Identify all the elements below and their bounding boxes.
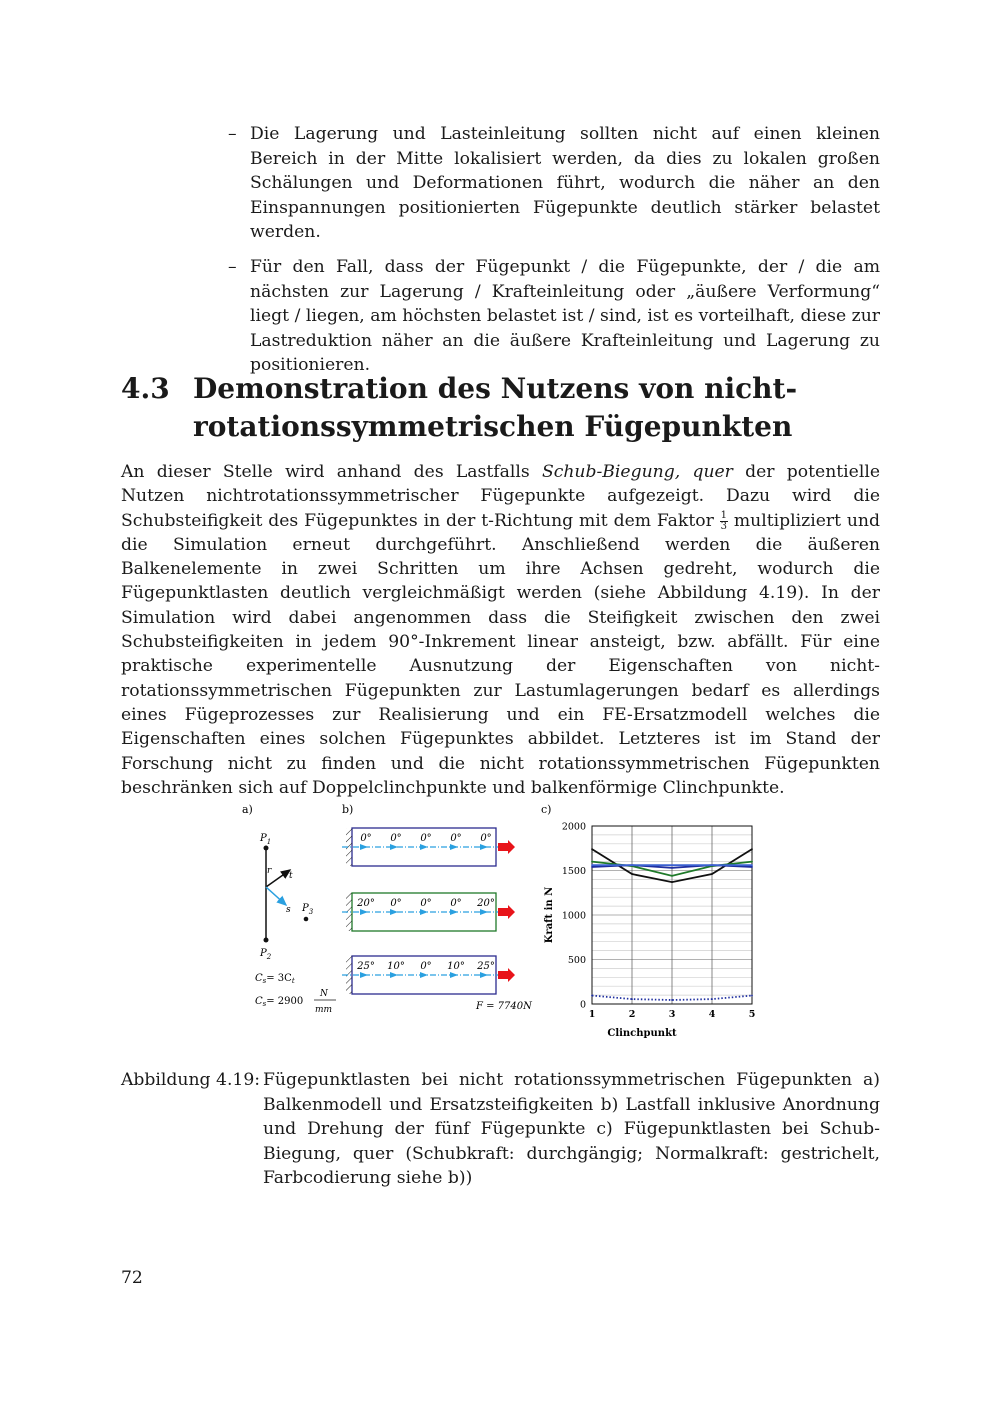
joint-marker xyxy=(390,909,398,915)
x-tick-label: 4 xyxy=(708,1009,716,1020)
paragraph-text-2: der potentielle Nutzen nichtrotationssymmetrischer Fügepunkte aufgezeigt. Dazu wird die Schubsteifigkeit des Fügepunktes in der t-Richtung mit dem Faktor xyxy=(121,462,880,531)
panel-b xyxy=(342,803,533,1012)
chart-xlabel: Clinchpunkt xyxy=(607,1028,677,1039)
beam-diagrams xyxy=(342,828,515,994)
data-point xyxy=(671,875,673,877)
panel-c-label: c) xyxy=(541,803,552,816)
force-label: F = 7740N xyxy=(476,1001,532,1012)
caption-text: Fügepunktlasten bei nicht rotationssymmetrischen Fügepunkten a) Balkenmodell und Ersatzsteifigkeiten b) Lastfall inklusive Anordnung und Drehung der fünf Fügepunkte c) Fügepunktlasten bei Schub-Biegung, quer (Schubkraft: durchgängig; Normalkraft: gestrichelt, Farbcodierung siehe b)) xyxy=(263,1070,880,1188)
force-arrow xyxy=(498,840,515,854)
section-title: Demonstration des Nutzens von nicht-rotationssymmetrischen Fügepunkten xyxy=(193,372,798,443)
y-tick-label: 1000 xyxy=(561,910,586,922)
joint-angle-label: 20° xyxy=(477,898,495,909)
joint-marker xyxy=(480,844,488,850)
bullet-text: Die Lagerung und Lasteinleitung sollten nicht auf einen kleinen Bereich in der Mitte lokalisiert werden, da dies zu lokalen großen Schälungen und Deformationen führt, wodurch die näher an den Einspannungen positionierten Fügepunkte deutlich stärker belastet werden. xyxy=(250,124,880,243)
chart-ylabel: Kraft in N xyxy=(544,886,555,944)
bullet-item xyxy=(228,122,880,245)
data-point xyxy=(711,998,713,1000)
equation-cs-2900: $C_s= 2900$ xyxy=(255,996,304,1008)
joint-marker xyxy=(360,909,368,915)
data-point xyxy=(591,866,593,868)
data-point xyxy=(591,864,593,866)
joint-angle-label: 0° xyxy=(420,961,432,972)
joint-angle-label: 0° xyxy=(420,833,432,844)
data-point xyxy=(711,873,713,875)
y-tick-label: 0 xyxy=(579,999,586,1011)
figure-caption xyxy=(121,1068,880,1191)
data-point xyxy=(751,864,753,866)
fraction-one-third xyxy=(720,511,728,532)
fraction-numerator: 1 xyxy=(720,509,728,521)
point-p1 xyxy=(264,846,269,851)
equation-cs-3ct: $C_s= 3C_t$ xyxy=(255,973,295,985)
joint-marker xyxy=(360,844,368,850)
joint-angle-label: 0° xyxy=(450,898,462,909)
data-point xyxy=(711,864,713,866)
joint-angle-label: 10° xyxy=(447,961,465,972)
data-point xyxy=(591,848,593,850)
joint-marker xyxy=(420,844,428,850)
data-point xyxy=(751,995,753,997)
joint-marker xyxy=(420,909,428,915)
panel-b-label: b) xyxy=(342,803,354,816)
figure-4-19 xyxy=(230,795,770,1045)
panel-a xyxy=(242,803,336,1015)
bullet-item xyxy=(228,255,880,378)
section-number: 4.3 xyxy=(121,372,170,405)
joint-angle-label: 25° xyxy=(477,961,495,972)
data-point xyxy=(751,866,753,868)
data-point xyxy=(631,864,633,866)
force-arrow xyxy=(498,968,515,982)
force-arrow xyxy=(498,905,515,919)
data-point xyxy=(751,848,753,850)
data-point xyxy=(671,999,673,1001)
data-point xyxy=(671,881,673,883)
p1-label: $P_1$ xyxy=(260,833,272,846)
joint-marker xyxy=(450,844,458,850)
unit-numerator: N xyxy=(320,989,328,999)
joint-angle-label: 0° xyxy=(420,898,432,909)
bullet-dash: – xyxy=(228,256,237,277)
x-tick-label: 3 xyxy=(668,1009,676,1020)
r-label: r xyxy=(267,866,272,876)
fraction-denominator: 3 xyxy=(720,520,728,532)
y-tick-label: 1500 xyxy=(561,866,586,877)
paragraph-text-3: multipliziert und die Simulation erneut durchgeführt. Anschließend werden die äußeren Balkenelemente in zwei Schritten um ihre Achsen gedreht, wodurch die Fügepunktlasten deutlich vergleichmäßigt werden (siehe Abbildung 4.19). In der Simulation wird dabei angenommen dass die Steifigkeit zwischen den zwei Schubsteifigkeiten in jedem 90°-Inkrement linear ansteigt, bzw. abfällt. Für eine praktische experimentelle Ausnutzung der Eigenschaften von nicht-rotationssymmetrischen Fügepunkten zur Lastumlagerungen bedarf es allerdings eines Fügeprozesses zur Realisierung und ein FE-Ersatzmodell welches die Eigenschaften eines solchen Fügepunktes abbildet. Letzteres ist im Stand der Forschung nicht zu finden und die nicht rotationssymmetrischen Fügepunkten beschränken sich auf Doppelclinchpunkte und balkenförmige Clinchpunkte. xyxy=(121,510,880,798)
point-p3 xyxy=(304,917,309,922)
t-label: t xyxy=(289,871,293,881)
data-point xyxy=(591,861,593,863)
joint-marker xyxy=(480,909,488,915)
force-chart xyxy=(562,822,756,1021)
body-paragraph xyxy=(121,460,880,800)
joint-angle-label: 20° xyxy=(357,898,375,909)
joint-angle-label: 0° xyxy=(390,898,402,909)
joint-angle-label: 0° xyxy=(390,833,402,844)
joint-marker xyxy=(390,844,398,850)
unit-denominator: mm xyxy=(315,1005,333,1015)
x-tick-label: 1 xyxy=(588,1009,596,1020)
joint-marker xyxy=(450,972,458,978)
bullet-dash: – xyxy=(228,124,237,144)
bullet-list xyxy=(228,122,880,388)
p2-label: $P_2$ xyxy=(260,948,272,961)
data-point xyxy=(671,864,673,866)
paragraph-italic-loadcase: Schub-Biegung, quer xyxy=(541,462,733,482)
joint-angle-label: 25° xyxy=(357,961,375,972)
joint-marker xyxy=(420,972,428,978)
data-point xyxy=(631,998,633,1000)
joint-angle-label: 0° xyxy=(360,833,372,844)
x-tick-label: 5 xyxy=(748,1009,756,1020)
joint-marker xyxy=(360,972,368,978)
s-label: s xyxy=(286,905,291,915)
joint-marker xyxy=(450,909,458,915)
caption-label: Abbildung 4.19: xyxy=(121,1070,261,1090)
point-p2 xyxy=(264,938,269,943)
joint-marker xyxy=(480,972,488,978)
joint-angle-label: 0° xyxy=(450,833,462,844)
joint-angle-label: 0° xyxy=(480,833,492,844)
data-point xyxy=(591,995,593,997)
y-tick-label: 2000 xyxy=(561,821,586,833)
bullet-text: Für den Fall, dass der Fügepunkt / die Fügepunkte, der / die am nächsten zur Lagerung / Krafteinleitung oder „äußere Verformung“ liegt / liegen, am höchsten belastet ist / sind, ist es vorteilhaft, diese zur Lastreduktion näher an die äußere Krafteinleitung und Lagerung zu positionieren. xyxy=(250,256,880,376)
panel-c xyxy=(541,803,755,1039)
panel-a-label: a) xyxy=(242,803,253,816)
data-point xyxy=(631,873,633,875)
x-tick-label: 2 xyxy=(628,1009,636,1020)
joint-marker xyxy=(390,972,398,978)
data-point xyxy=(671,867,673,869)
data-point xyxy=(751,861,753,863)
y-tick-label: 500 xyxy=(567,955,586,966)
joint-angle-label: 10° xyxy=(387,961,405,972)
p3-label: $P_3$ xyxy=(302,903,314,916)
s-axis-arrow xyxy=(266,887,286,905)
page-number: 72 xyxy=(121,1268,143,1288)
paragraph-text-1: An dieser Stelle wird anhand des Lastfalls xyxy=(121,462,542,482)
